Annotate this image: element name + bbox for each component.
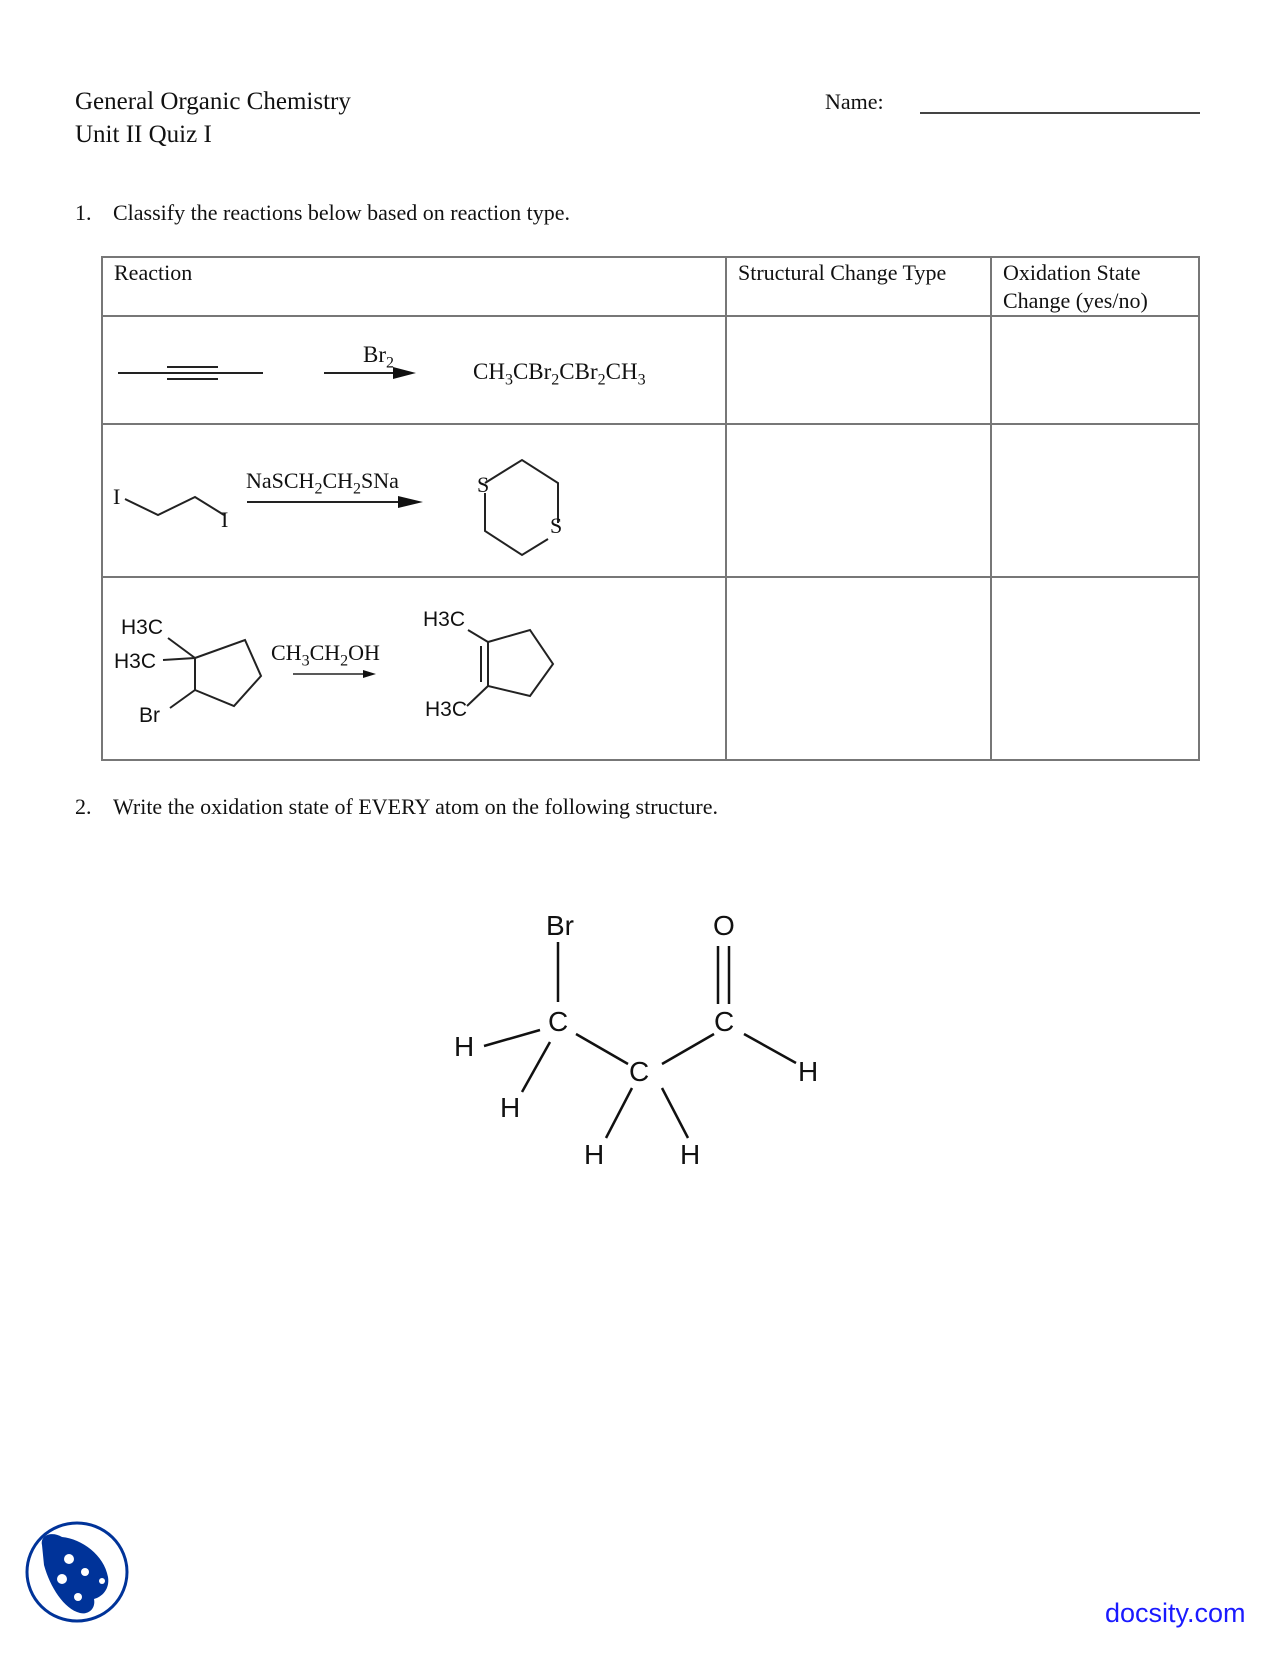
diiodoethane-to-dithiane-icon	[103, 425, 725, 578]
methyl-label-1: H3C	[121, 616, 164, 639]
atom-hydrogen-4: H	[680, 1139, 701, 1170]
question-text: Classify the reactions below based on reaction type.	[113, 200, 570, 225]
question-number: 1.	[75, 200, 92, 225]
header-structural-change: Structural Change Type	[726, 257, 991, 316]
reagent-ethanol: $CH_3CH_2OH$	[271, 640, 380, 670]
reaction-cell-2	[102, 424, 726, 577]
methyl-label-2: H3C	[114, 650, 157, 673]
reaction-cell-3	[102, 577, 726, 760]
document-title	[75, 85, 351, 151]
oxidation-change-answer-3[interactable]	[991, 577, 1199, 760]
atom-carbon-1: C	[548, 1006, 569, 1037]
docsity-watermark-link[interactable]: docsity.com	[1105, 1598, 1246, 1628]
atom-carbon-2: C	[629, 1056, 650, 1087]
question-1	[75, 200, 570, 226]
structural-change-answer-1[interactable]	[726, 316, 991, 424]
atom-hydrogen-1: H	[454, 1031, 475, 1062]
docsity-logo-icon	[22, 1517, 132, 1627]
reaction-cell-1	[102, 316, 726, 424]
structural-change-answer-2[interactable]	[726, 424, 991, 577]
sulfur-label-2: S	[550, 513, 563, 538]
reagent-br2: $Br_2$	[363, 342, 394, 372]
atom-oxygen: O	[713, 910, 735, 941]
table-header-row	[102, 257, 1199, 316]
question-text: Write the oxidation state of EVERY atom on the following structure.	[113, 794, 718, 819]
question-number: 2.	[75, 794, 92, 819]
classification-table	[101, 256, 1200, 761]
name-blank-field[interactable]	[920, 112, 1200, 114]
course-title: General Organic Chemistry	[75, 88, 351, 115]
atom-hydrogen-2: H	[500, 1092, 521, 1123]
oxidation-change-answer-1[interactable]	[991, 316, 1199, 424]
table-row	[102, 316, 1199, 424]
name-label: Name:	[825, 89, 884, 114]
atom-hydrogen-3: H	[584, 1139, 605, 1170]
bromine-label: Br	[139, 704, 160, 727]
table-row	[102, 577, 1199, 760]
docsity-logo[interactable]	[22, 1517, 132, 1627]
product-methyl-label-2: H3C	[425, 698, 468, 721]
oxidation-change-answer-2[interactable]	[991, 424, 1199, 577]
atom-hydrogen-5: H	[798, 1056, 819, 1087]
reagent-sodium-dithiolate: $NaSCH_2CH_2SNa$	[246, 468, 399, 498]
structural-change-answer-3[interactable]	[726, 577, 991, 760]
product-methyl-label-1: H3C	[423, 608, 466, 631]
atom-carbon-3: C	[714, 1006, 735, 1037]
table-row	[102, 424, 1199, 577]
iodine-label-2: I	[221, 507, 229, 532]
atom-bromine: Br	[546, 910, 574, 941]
product-formula: $CH_3CBr_2CBr_2CH_3$	[473, 359, 646, 389]
quiz-title: Unit II Quiz I	[75, 121, 212, 148]
header-oxidation-change: Oxidation State Change (yes/no)	[991, 257, 1199, 316]
sulfur-label-1: S	[477, 472, 490, 497]
header-reaction: Reaction	[102, 257, 726, 316]
question-2	[75, 794, 718, 820]
elimination-reaction-icon	[103, 578, 725, 761]
iodine-label-1: I	[113, 484, 121, 509]
